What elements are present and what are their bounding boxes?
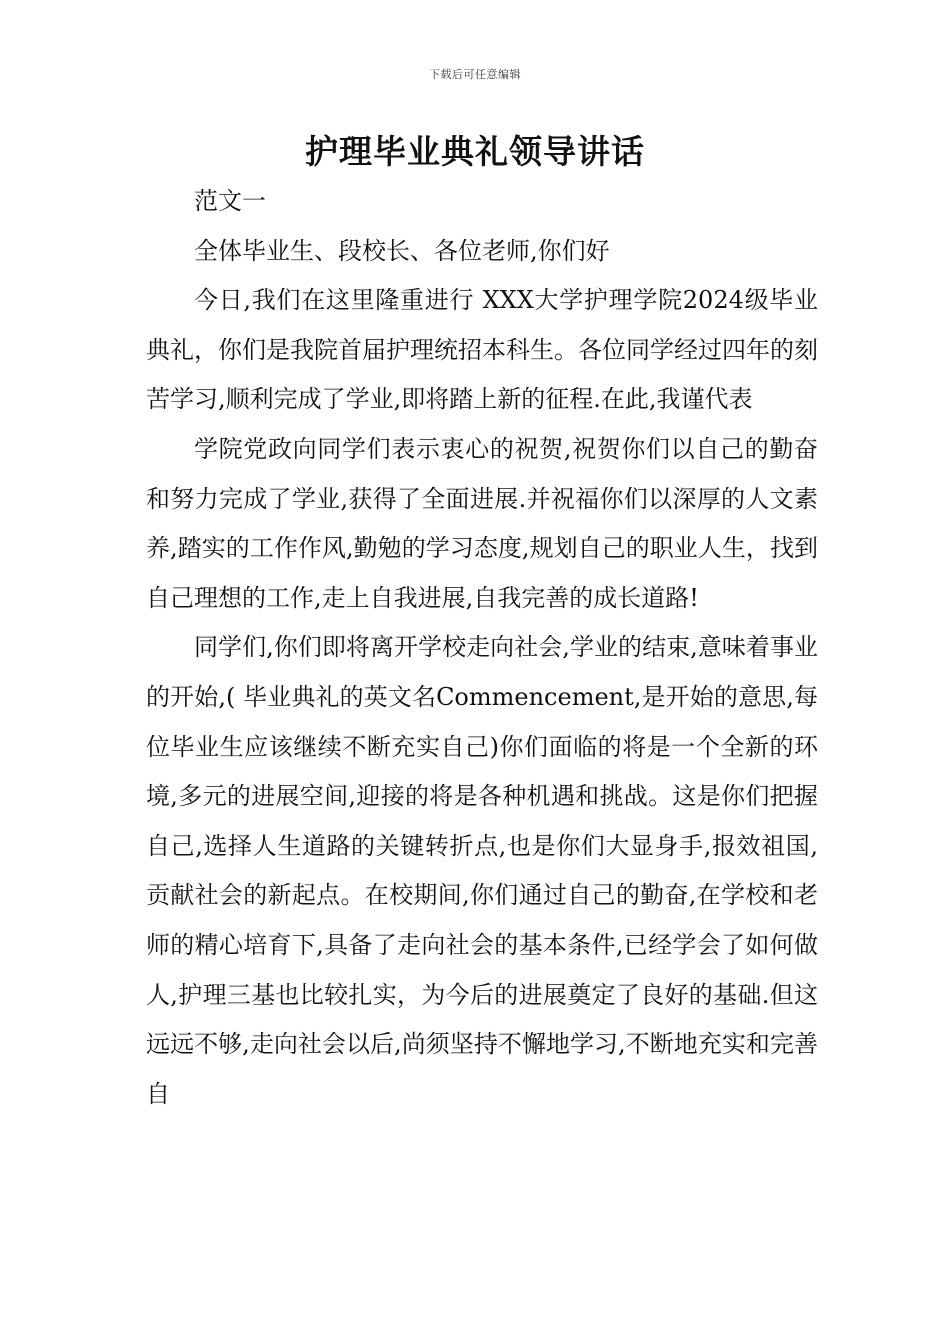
paragraph-opening: 今日,我们在这里隆重进行 XXX大学护理学院2024级毕业典礼，你们是我院首届护理统招本科生。各位同学经过四年的刻苦学习,顺利完成了学业,即将踏上新的征程.在此,我谨代表 (146, 286, 818, 414)
header-note: 下载后可任意编辑 (429, 68, 521, 81)
paragraph-advice: 同学们,你们即将离开学校走向社会,学业的结束,意味着事业的开始,( 毕业典礼的英文名Commencement,是开始的意思,每位毕业生应该继续不断充实自己)你们面临的将是一个全新的环境,多元的进展空间,迎接的将是各种机遇和挑战。这是你们把握自己,选择人生道路的关键转折点,也是你们大显身手,报效祖国,贡献社会的新起点。在校期间,你们通过自己的勤奋,在学校和老师的精心培育下,具备了走向社会的基本条件,已经学会了如何做人,护理三基也比较扎实，为今后的进展奠定了良好的基础.但这远远不够,走向社会以后,尚须坚持不懈地学习,不断地充实和完善自 (146, 633, 818, 1108)
paragraph-section-label: 范文一 (194, 187, 266, 215)
document-body (146, 177, 818, 1119)
paragraph-salutation: 全体毕业生、段校长、各位老师,你们好 (194, 236, 610, 265)
paragraph-congratulations: 学院党政向同学们表示衷心的祝贺,祝贺你们以自己的勤奋和努力完成了学业,获得了全面进展.并祝福你们以深厚的人文素养,踏实的工作作风,勤勉的学习态度,规划自己的职业人生，找到自己理想的工作,走上自我进展,自我完善的成长道路! (146, 434, 818, 612)
document-title: 护理毕业典礼领导讲话 (305, 132, 645, 171)
